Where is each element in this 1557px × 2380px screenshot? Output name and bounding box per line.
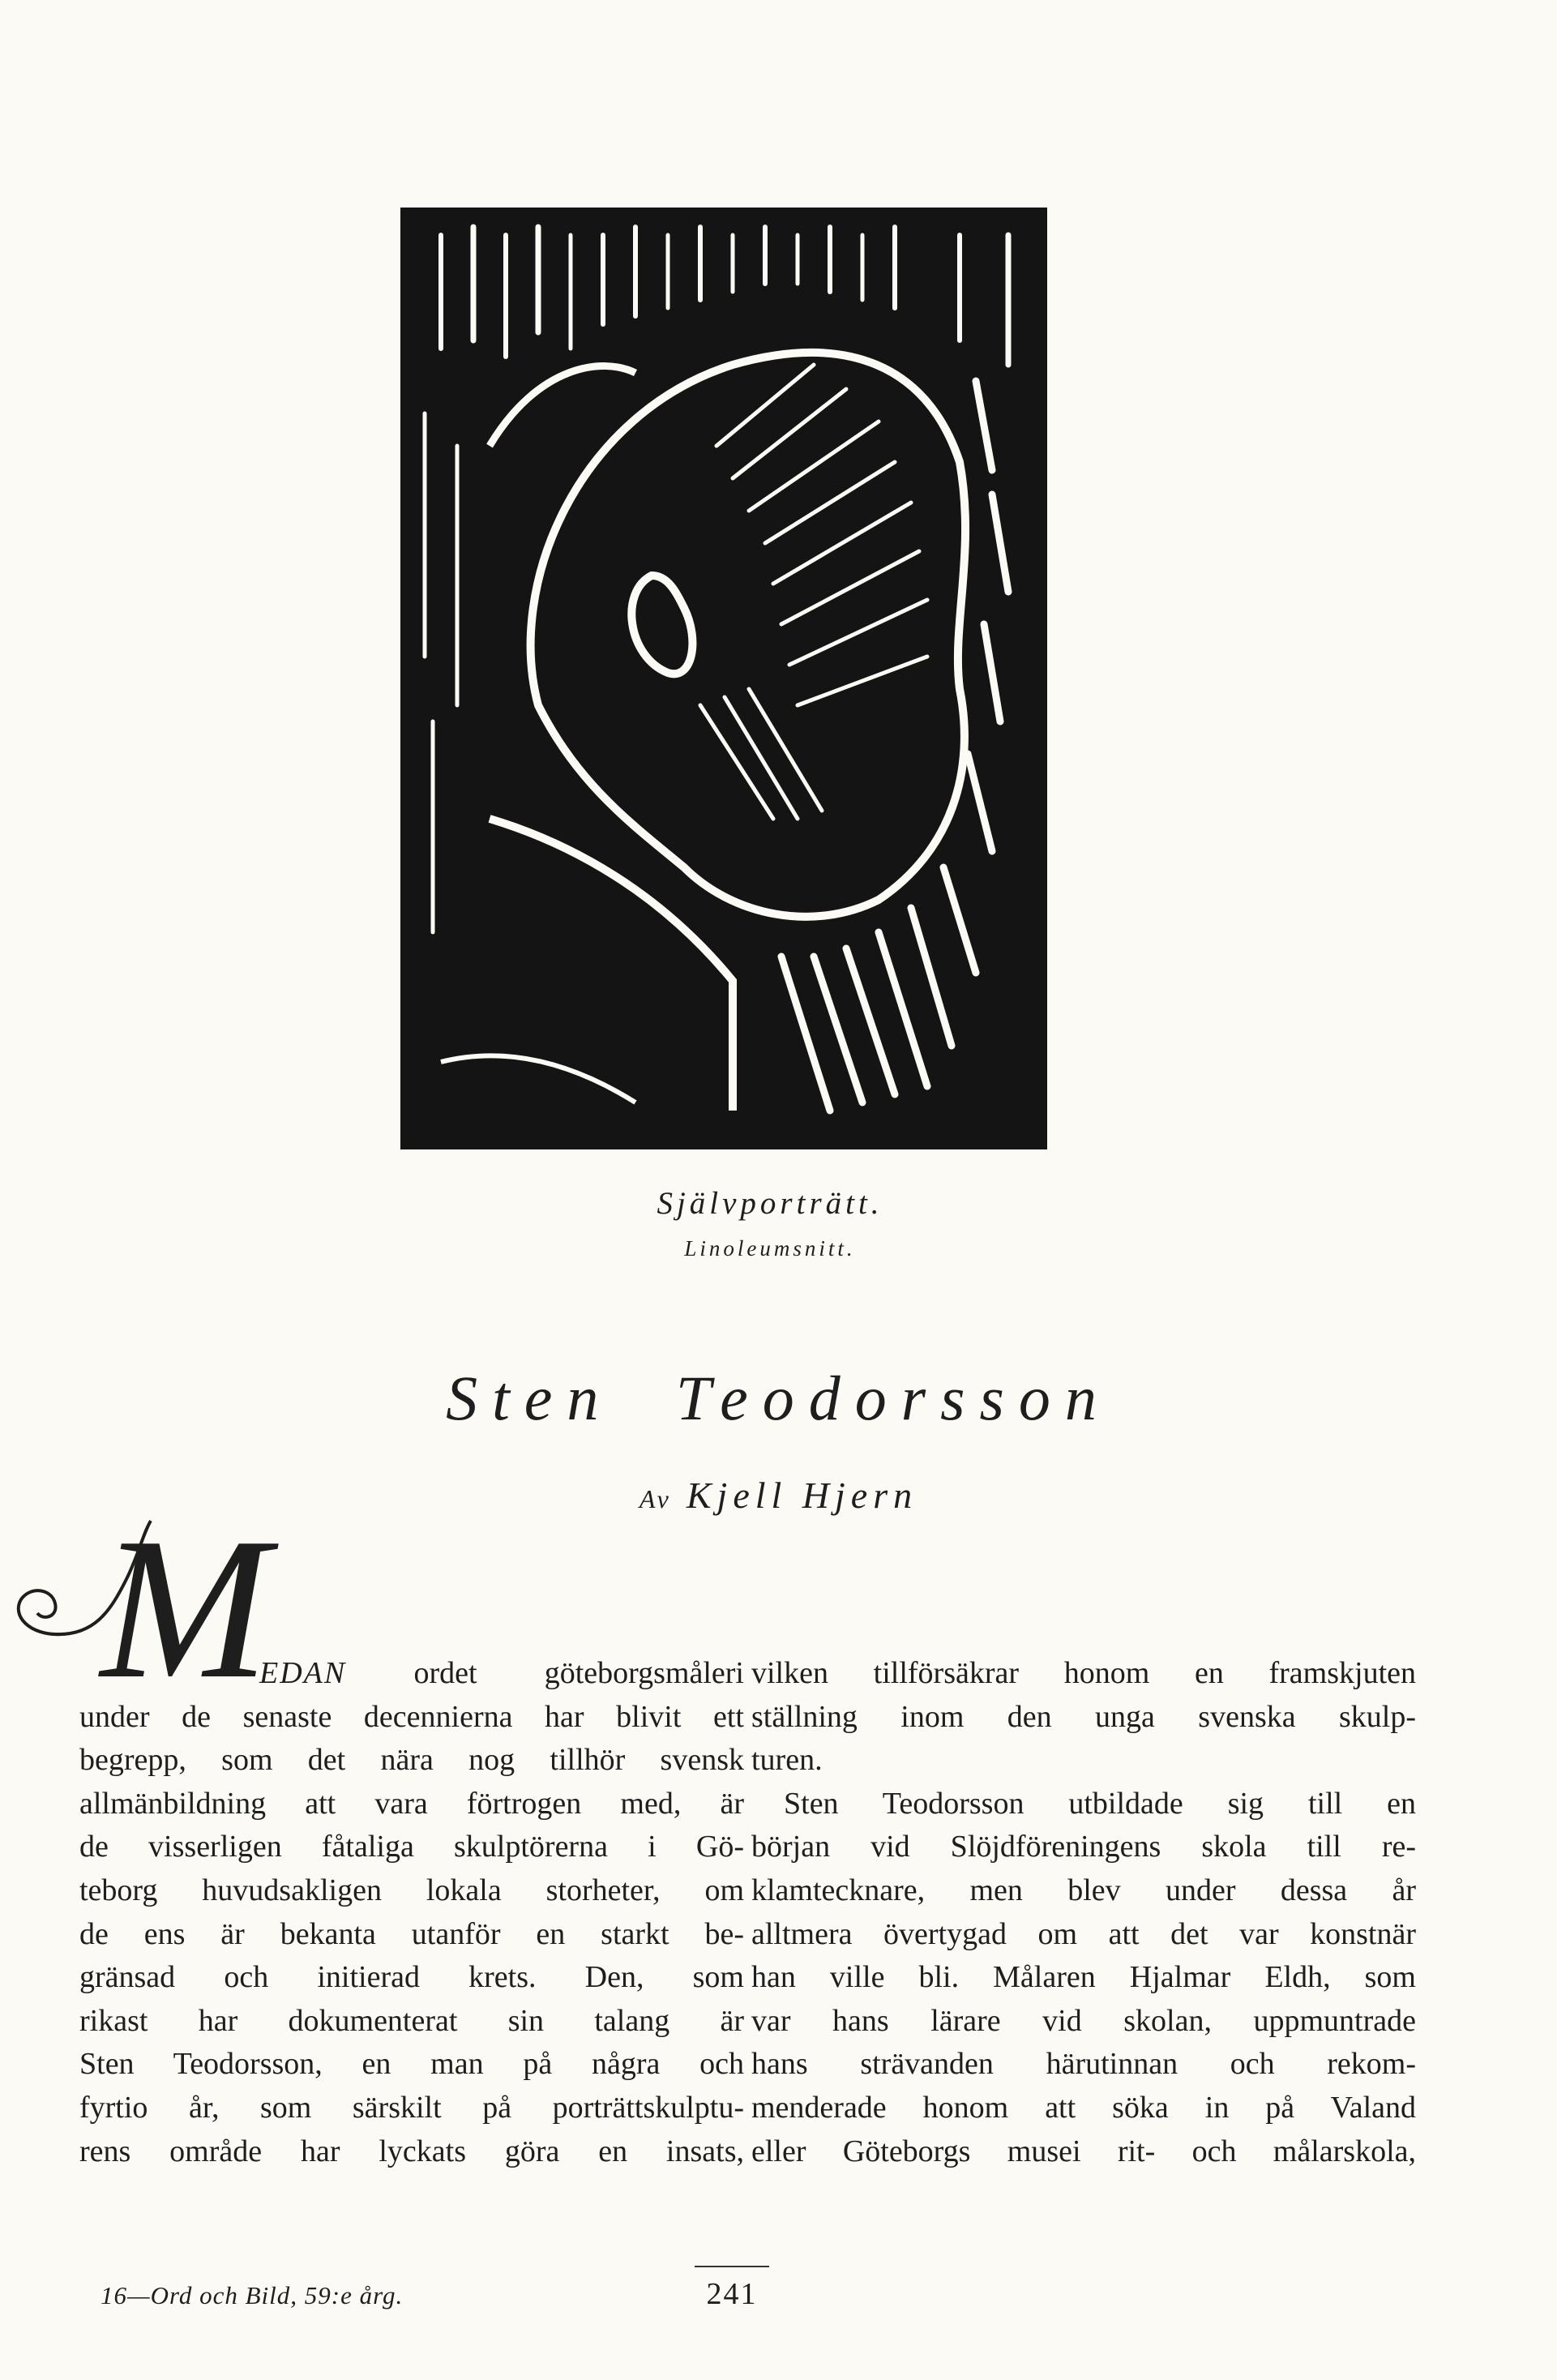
figure-caption-subtitle: Linoleumsnitt.	[684, 1236, 856, 1261]
text-line: fyrtio år, som särskilt på porträttskulptu-	[79, 2090, 744, 2125]
text-line: hans strävanden härutinnan och rekom-	[751, 2047, 1416, 2082]
text-line: teborg huvudsakligen lokala storheter, om	[79, 1873, 744, 1907]
text-line: allmänbildning att vara förtrogen med, är	[79, 1786, 744, 1821]
text-line: början vid Slöjdföreningens skola till re-	[751, 1830, 1416, 1864]
article-title: Sten Teodorsson	[446, 1363, 1111, 1433]
page-number: 241	[706, 2277, 758, 2311]
text-line: de ens är bekanta utanför en starkt be-	[79, 1916, 744, 1951]
figure-caption-title: Självporträtt.	[657, 1186, 883, 1221]
text-line: menderade honom att söka in på Valand	[751, 2090, 1416, 2125]
text-line: rikast har dokumenterat sin talang är	[79, 2003, 744, 2038]
text-line: var hans lärare vid skolan, uppmuntrade	[751, 2003, 1416, 2038]
byline-prefix: Av	[639, 1484, 672, 1513]
text-line: begrepp, som det nära nog tillhör svensk	[79, 1743, 744, 1778]
text-line: han ville bli. Målaren Hjalmar Eldh, som	[751, 1960, 1416, 1995]
text-line: EDAN ordet göteborgsmåleri	[259, 1656, 744, 1690]
journal-signature: 16—Ord och Bild, 59:e årg.	[101, 2281, 404, 2309]
text-line: vilken tillförsäkrar honom en framskjuten	[751, 1656, 1416, 1690]
text-line: Sten Teodorsson, en man på några och	[79, 2047, 744, 2082]
page-number-rule	[695, 2266, 769, 2267]
byline-author: Kjell Hjern	[686, 1475, 918, 1516]
drop-cap-letter: M	[101, 1496, 270, 1721]
text-line: de visserligen fåtaliga skulptörerna i Gö-	[79, 1830, 744, 1864]
text-line: klamtecknare, men blev under dessa år	[751, 1873, 1416, 1907]
byline	[324, 1474, 1233, 1517]
text-line: ställning inom den unga svenska skulp-	[751, 1699, 1416, 1734]
text-line: turen.	[751, 1743, 823, 1778]
text-line: gränsad och initierad krets. Den, som	[79, 1960, 744, 1995]
text-line: under de senaste decennierna har blivit ett	[79, 1699, 744, 1734]
portrait-graphic	[392, 203, 1055, 1154]
opening-small-caps: EDAN	[259, 1656, 347, 1690]
text-line: rens område har lyckats göra en insats,	[79, 2134, 744, 2168]
text-line: alltmera övertygad om att det var konstnär	[751, 1916, 1416, 1951]
left-column	[79, 1652, 744, 2173]
self-portrait-linocut	[392, 203, 1055, 1154]
right-column	[751, 1652, 1416, 2173]
text-line: eller Göteborgs musei rit- och målarskola,	[751, 2134, 1416, 2168]
text-line: Sten Teodorsson utbildade sig till en	[784, 1786, 1416, 1821]
